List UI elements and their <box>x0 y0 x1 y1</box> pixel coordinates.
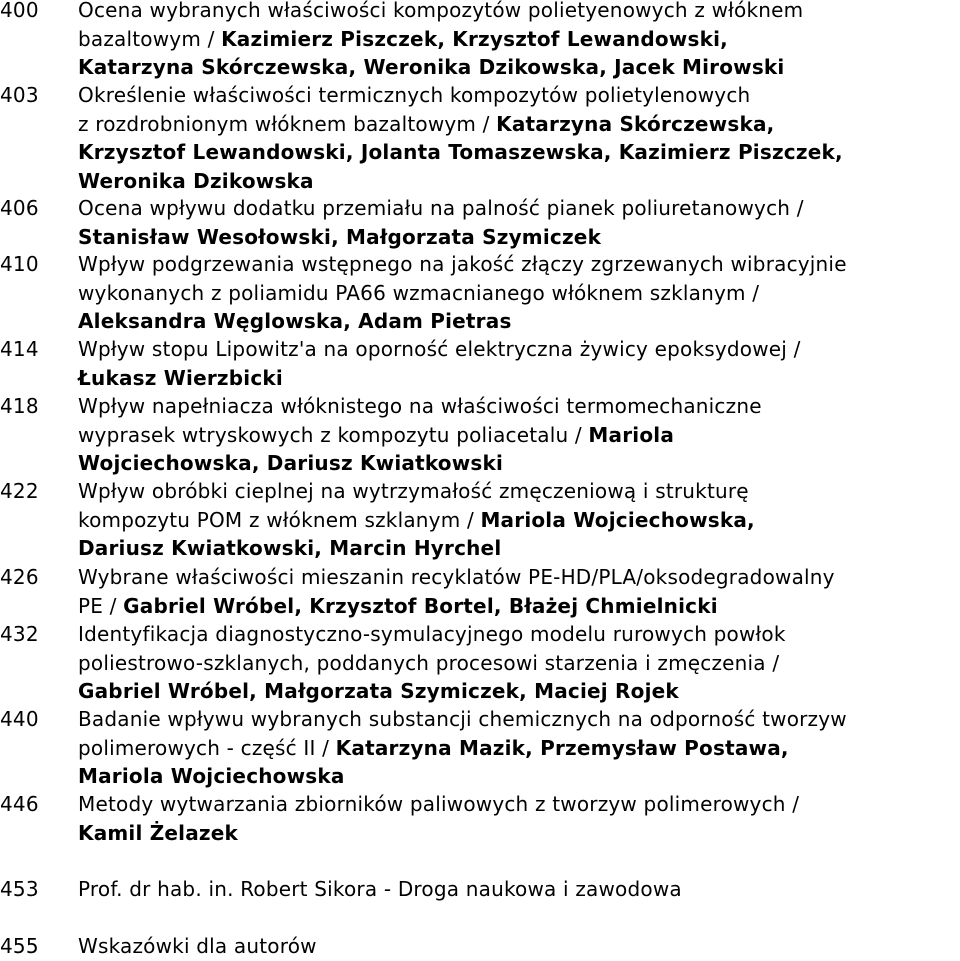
toc-entry-line <box>78 762 960 791</box>
toc-authors-text: Mariola <box>588 422 675 447</box>
toc-entry-content <box>78 932 960 961</box>
toc-entry-line <box>78 790 960 819</box>
toc-page-number: 453 <box>0 877 39 901</box>
toc-entry-line <box>78 563 960 592</box>
toc-title-text: Wpływ napełniacza włóknistego na właściwości termomechaniczne <box>78 394 762 418</box>
toc-title-text: Wpływ podgrzewania wstępnego na jakość złączy zgrzewanych wibracyjnie <box>78 252 847 276</box>
toc-title-text: Wskazówki dla autorów <box>78 934 317 958</box>
toc-title-text: Metody wytwarzania zbiorników paliwowych z tworzyw polimerowych / <box>78 792 800 816</box>
toc-page-number: 406 <box>0 196 39 220</box>
toc-authors-text: Mariola Wojciechowska, <box>480 507 755 532</box>
toc-authors-text: Katarzyna Mazik, Przemysław Postawa, <box>335 735 789 760</box>
toc-authors-text: Wojciechowska, Dariusz Kwiatkowski <box>78 451 504 475</box>
toc-authors-text: Katarzyna Skórczewska, Weronika Dzikowska, Jacek Mirowski <box>78 55 785 79</box>
toc-title-text: Wpływ stopu Lipowitz'a na oporność elektryczna żywicy epoksydowej / <box>78 337 801 361</box>
toc-title-text: Określenie właściwości termicznych kompozytów polietylenowych <box>78 83 751 107</box>
toc-title-text: Prof. dr hab. in. Robert Sikora - Droga naukowa i zawodowa <box>78 877 682 901</box>
toc-page-number: 432 <box>0 622 39 646</box>
toc-entry-line <box>78 705 960 734</box>
toc-authors-text: Stanisław Wesołowski, Małgorzata Szymiczek <box>78 224 602 249</box>
toc-entry-line <box>78 819 960 848</box>
toc-entry-content <box>78 477 960 563</box>
toc-title-text: Badanie wpływu wybranych substancji chemicznych na odporność tworzyw <box>78 707 847 731</box>
toc-authors-text: Gabriel Wróbel, Krzysztof Bortel, Błażej Chmielnicki <box>123 593 718 618</box>
toc-title-text: Ocena wpływu dodatku przemiału na palność pianek poliuretanowych / <box>78 196 804 220</box>
toc-entry-content <box>78 563 960 620</box>
toc-authors-text: Aleksandra Węglowska, Adam Pietras <box>78 309 512 333</box>
toc-title-text: poliestrowo-szklanych, poddanych procesowi starzenia i zmęczenia / <box>78 650 780 675</box>
toc-entry-line <box>78 250 960 279</box>
toc-entry-line <box>78 25 960 54</box>
toc-page-number: 410 <box>0 252 39 276</box>
toc-entry-content <box>78 0 960 82</box>
toc-entry-line <box>78 364 960 393</box>
toc-title-text: kompozytu POM z włóknem szklanym / <box>78 507 481 532</box>
toc-entry-line <box>78 649 960 678</box>
toc-title-text: z rozdrobnionym włóknem bazaltowym / <box>78 111 497 136</box>
toc-title-text: PE / <box>78 593 124 618</box>
toc-entry-line <box>78 335 960 364</box>
toc-title-text: polimerowych - część II / <box>78 735 336 760</box>
toc-page-number: 414 <box>0 337 39 361</box>
toc-entry-line <box>78 110 960 139</box>
toc-entry-content <box>78 335 960 392</box>
toc-entry-line <box>78 875 960 904</box>
toc-entry-line <box>78 0 960 25</box>
toc-page-number: 426 <box>0 565 39 589</box>
toc-entry-line <box>78 449 960 478</box>
toc-page-number: 446 <box>0 792 39 816</box>
toc-entry-line <box>78 194 960 223</box>
toc-authors-text: Mariola Wojciechowska <box>78 764 345 788</box>
toc-entry-content <box>78 194 960 251</box>
toc-title-text: Identyfikacja diagnostyczno-symulacyjnego modelu rurowych powłok <box>78 622 786 646</box>
toc-page-number: 403 <box>0 83 39 107</box>
toc-entry-line <box>78 620 960 649</box>
toc-entry-line <box>78 392 960 421</box>
toc-entry-line <box>78 534 960 563</box>
toc-page-number: 400 <box>0 0 39 22</box>
toc-entry-content <box>78 705 960 791</box>
toc-entry-line <box>78 734 960 763</box>
toc-entry-line <box>78 53 960 82</box>
toc-title-text: wyprasek wtryskowych z kompozytu poliacetalu / <box>78 422 589 447</box>
toc-entry-content <box>78 250 960 336</box>
toc-entry-content <box>78 81 960 195</box>
toc-page-number: 440 <box>0 707 39 731</box>
toc-entry-line <box>78 932 960 961</box>
toc-entry-line <box>78 167 960 196</box>
toc-entry-line <box>78 138 960 167</box>
toc-entry-line <box>78 677 960 706</box>
toc-page-number: 455 <box>0 934 39 958</box>
toc-entry-content <box>78 620 960 706</box>
toc-authors-text: Łukasz Wierzbicki <box>78 365 283 390</box>
toc-authors-text: Kamil Żelazek <box>78 820 239 845</box>
toc-title-text: wykonanych z poliamidu PA66 wzmacnianego włóknem szklanym / <box>78 280 760 305</box>
toc-entry-line <box>78 307 960 336</box>
toc-page-number: 422 <box>0 479 39 503</box>
toc-authors-text: Kazimierz Piszczek, Krzysztof Lewandowski, <box>221 26 728 51</box>
toc-entry-line <box>78 477 960 506</box>
toc-entry-line <box>78 81 960 110</box>
toc-entry-content <box>78 392 960 478</box>
toc-entry-line <box>78 421 960 450</box>
toc-title-text: Wybrane właściwości mieszanin recyklatów PE-HD/PLA/oksodegradowalny <box>78 565 835 589</box>
toc-authors-text: Dariusz Kwiatkowski, Marcin Hyrchel <box>78 536 502 560</box>
toc-entry-line <box>78 506 960 535</box>
toc-title-text: bazaltowym / <box>78 26 222 51</box>
toc-entry-content <box>78 790 960 847</box>
toc-entry-line <box>78 279 960 308</box>
toc-entry-content <box>78 875 960 904</box>
toc-title-text: Wpływ obróbki cieplnej na wytrzymałość zmęczeniową i strukturę <box>78 479 749 503</box>
toc-authors-text: Gabriel Wróbel, Małgorzata Szymiczek, Maciej Rojek <box>78 679 679 703</box>
toc-page-number: 418 <box>0 394 39 418</box>
toc-authors-text: Weronika Dzikowska <box>78 168 314 193</box>
toc-authors-text: Krzysztof Lewandowski, Jolanta Tomaszewska, Kazimierz Piszczek, <box>78 140 843 164</box>
toc-title-text: Ocena wybranych właściwości kompozytów polietyenowych z włóknem <box>78 0 804 22</box>
toc-authors-text: Katarzyna Skórczewska, <box>496 111 775 136</box>
toc-entry-line <box>78 592 960 621</box>
toc-entry-line <box>78 223 960 252</box>
